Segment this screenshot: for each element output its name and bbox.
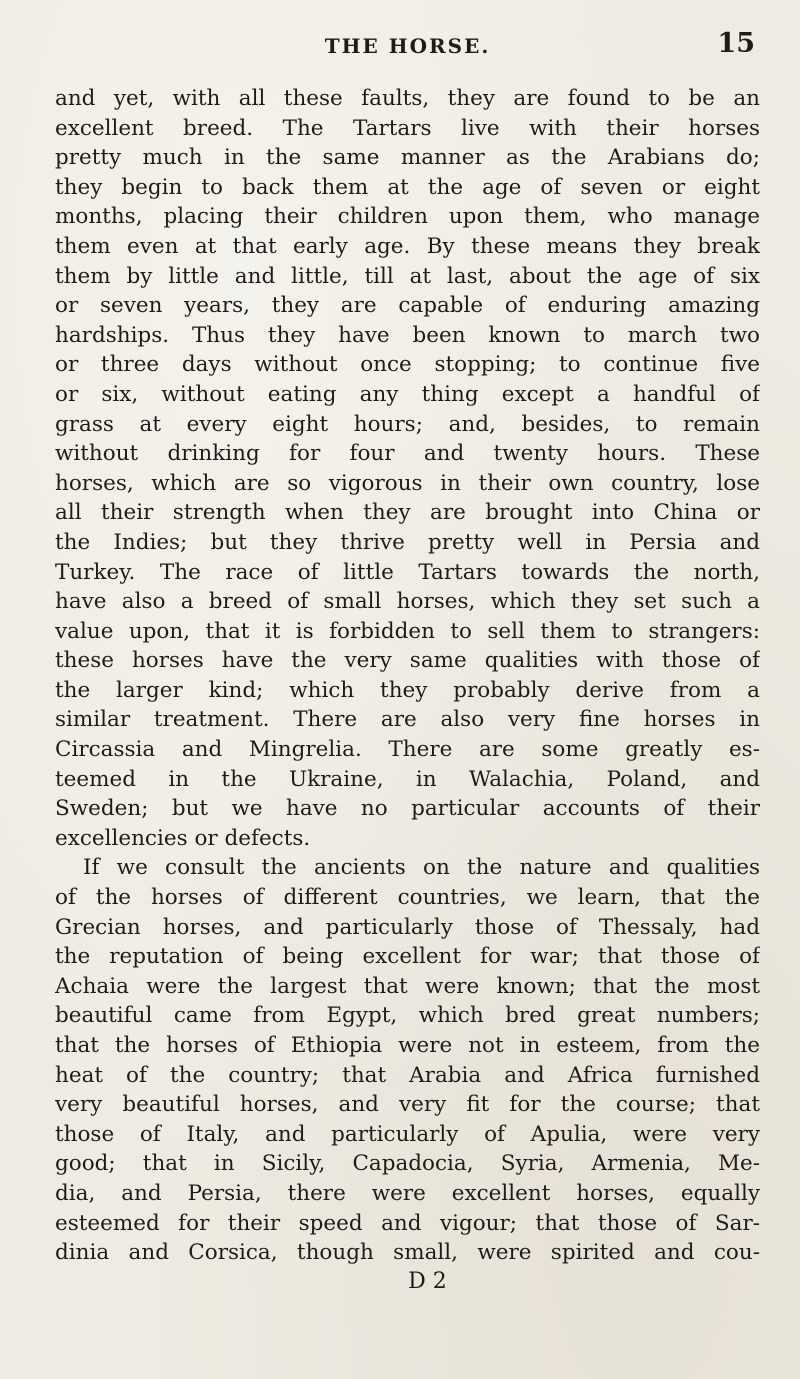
text-line: teemed in the Ukraine, in Walachia, Poland, and [55,766,760,792]
text-line: all their strength when they are brought into China or [55,500,760,526]
text-line: excellencies or defects. [55,825,311,851]
text-line: grass at every eight hours; and, besides, to remain [55,411,760,437]
text-line: or seven years, they are capable of enduring amazing [55,293,760,319]
page-number: 15 [717,28,755,59]
text-line: the larger kind; which they probably derive from a [55,677,760,703]
text-line: or three days without once stopping; to continue five [55,352,760,378]
text-line: similar treatment. There are also very fine horses in [55,707,760,733]
text-line: excellent breed. The Tartars live with their horses [55,115,760,141]
text-line: or six, without eating any thing except a handful of [55,381,760,407]
running-title: THE HORSE. [324,34,491,58]
text-line: horses, which are so vigorous in their own country, lose [55,470,760,496]
text-line: without drinking for four and twenty hours. These [55,441,760,467]
text-line: and yet, with all these faults, they are found to be an [55,86,760,111]
text-line: they begin to back them at the age of seven or eight [55,174,760,200]
text-line: have also a breed of small horses, which they set such a [55,589,760,615]
text-line: Achaia were the largest that were known; that the most [55,973,760,999]
text-line: beautiful came from Egypt, which bred great numbers; [55,1003,760,1029]
text-line: the Indies; but they thrive pretty well in Persia and [55,529,760,555]
text-line: months, placing their children upon them, who manage [55,204,760,230]
text-line: of the horses of different countries, we learn, that the [55,885,760,911]
text-line: them even at that early age. By these means they break [55,233,760,259]
printer-signature: D 2 [408,1268,447,1294]
text-line: very beautiful horses, and very fit for the course; that [55,1092,760,1118]
text-line: dia, and Persia, there were excellent horses, equally [55,1180,760,1206]
text-line: the reputation of being excellent for war; that those of [55,944,760,970]
text-line: Grecian horses, and particularly those of Thessaly, had [55,914,760,940]
text-line: value upon, that it is forbidden to sell them to strangers: [55,618,760,644]
running-head [55,28,760,68]
text-line: these horses have the very same qualities with those of [55,648,760,674]
text-line: dinia and Corsica, though small, were spirited and cou- [55,1240,760,1266]
text-line: pretty much in the same manner as the Arabians do; [55,145,760,171]
text-line: heat of the country; that Arabia and Africa furnished [55,1062,760,1088]
text-line: good; that in Sicily, Capadocia, Syria, Armenia, Me- [55,1151,760,1177]
text-line: hardships. Thus they have been known to march two [55,322,760,348]
text-line: them by little and little, till at last, about the age of six [55,263,760,289]
text-line: If we consult the ancients on the nature and qualities [83,855,760,881]
text-line: those of Italy, and particularly of Apulia, were very [55,1121,760,1147]
text-line: Circassia and Mingrelia. There are some greatly es- [55,737,760,763]
text-line: Sweden; but we have no particular accounts of their [55,796,760,822]
body-text [55,84,760,1268]
text-line: esteemed for their speed and vigour; that those of Sar- [55,1210,760,1236]
text-line: Turkey. The race of little Tartars towards the north, [55,559,760,585]
text-line: that the horses of Ethiopia were not in esteem, from the [55,1033,760,1058]
